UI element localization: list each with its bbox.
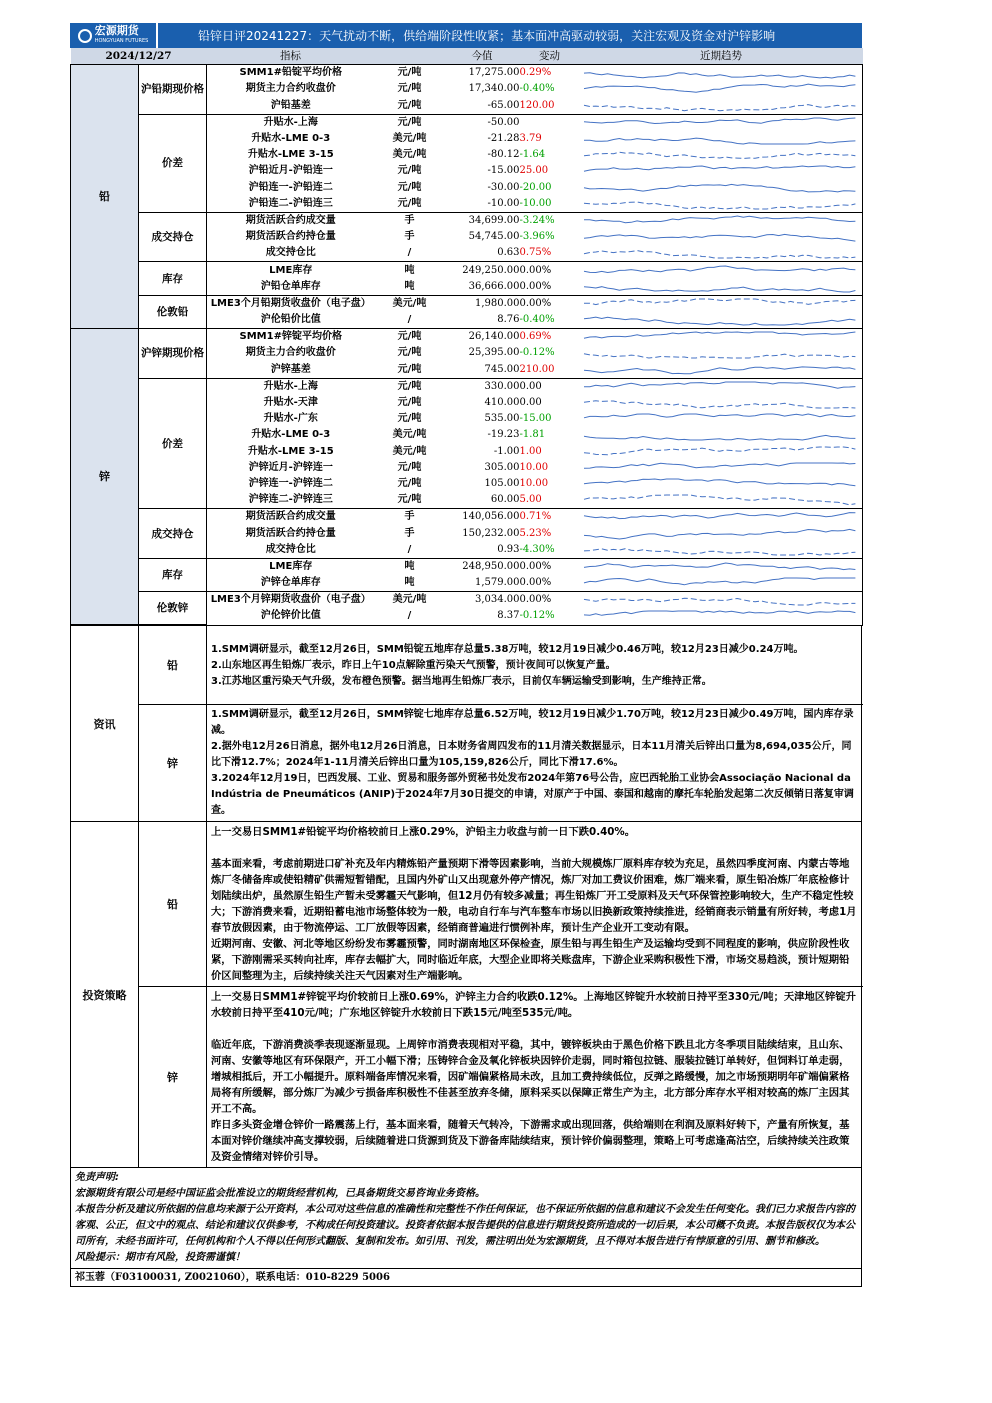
change-value: 0.69% [520, 329, 580, 346]
change-value: 1.00 [519, 445, 542, 457]
today-value: -65.00 [487, 99, 520, 111]
trend-sparkline [580, 264, 856, 278]
trend-cell [580, 345, 863, 361]
today-value: 3,034.00 [445, 592, 520, 609]
unit-cell: 美元/吨 [392, 429, 427, 441]
trend-sparkline [580, 560, 856, 574]
company-logo [70, 23, 156, 48]
trend-sparkline [580, 380, 856, 394]
indicator-name: 沪伦铅价比值 [260, 314, 321, 326]
change-value: -3.24% [520, 212, 580, 229]
indicator-name: 期货主力合约收盘价 [245, 83, 336, 95]
table-row [71, 509, 863, 526]
change-value: -3.96% [519, 231, 555, 243]
today-value: -19.23 [487, 429, 520, 441]
section-label: 成交持仓 [139, 212, 207, 262]
disclaimer-line: 本报告分析及建议所依据的信息均来源于公开资料，本公司对这些信息的准确性和完整性不作任何保证，也不保证所依据的信息和建议不会发生任何变化。我们已力求报告内容的客观、公正，但文中的观点、结论和建议仅供参考，不构成任何投资建议。投资者依据本报告提供的信息进行期货投资所造成的一切后果，本公司概不负责。本报告版权仅为本公司所有，未经书面许可，任何机构和个人不得以任何形式翻版、复制和发布。如引用、刊发，需注明出处为宏源期货，且不得对本报告进行有悖原意的引用、删节和修改。 [75, 1204, 855, 1248]
report-title: 铅锌日评20241227：天气扰动不断，供给端阶段性收紧；基本面冲高驱动较弱，关注宏观及资金对沪锌影响 [156, 23, 862, 48]
change-value: -0.40% [519, 83, 555, 95]
unit-cell: 吨 [404, 577, 415, 589]
trend-sparkline [580, 363, 856, 377]
unit-cell: / [407, 543, 412, 555]
group-label: 锌 [71, 329, 139, 625]
table-row [71, 114, 863, 131]
unit-cell: 元/吨 [397, 363, 422, 375]
change-value: 120.00 [519, 99, 555, 111]
disclaimer-line: 宏源期货有限公司是经中国证监会批准设立的期货经营机构，已具备期货交易咨询业务资格。 [75, 1188, 485, 1200]
report-page [70, 23, 862, 1287]
news-zinc-item: 1.SMM调研显示，截至12月26日，SMM锌锭七地库存总量6.52万吨，较12月19日减少1.70万吨，较12月23日减少0.49万吨，国内库存录减。 [211, 709, 854, 737]
trend-cell [580, 411, 863, 427]
change-value: 0.29% [520, 65, 580, 82]
unit-cell: 元/吨 [397, 165, 422, 177]
table-row [71, 295, 863, 312]
trend-cell [580, 279, 863, 296]
trend-cell [580, 114, 863, 131]
trend-cell [580, 98, 863, 115]
col-indicator-header: 指标 [207, 48, 375, 65]
today-value: -15.00 [487, 165, 520, 177]
change-value: 0.00% [520, 262, 580, 279]
section-label: 沪锌期现价格 [139, 329, 207, 379]
trend-sparkline [580, 609, 856, 623]
table-row [71, 262, 863, 279]
table-row [71, 592, 863, 609]
trend-sparkline [580, 396, 856, 410]
news-zinc-item: 2.据外电12月26日消息，据外电12月26日消息，日本财务省周四发布的11月清关数据显示，日本11月清关后锌出口量为8,694,035公斤，同比下滑12.7%；2024年1-11月清关后锌出口量为105,159,826公斤，同比下滑17.6%。 [211, 741, 852, 769]
disclaimer-line: 风险提示：期市有风险，投资需谨慎！ [75, 1252, 245, 1264]
trend-sparkline [580, 297, 856, 311]
trend-sparkline [580, 330, 856, 344]
trend-cell [580, 444, 863, 460]
trend-sparkline [580, 428, 856, 442]
report-header [70, 23, 862, 48]
news-section [70, 625, 862, 822]
trend-cell [580, 476, 863, 492]
section-label: 伦敦锌 [139, 592, 207, 625]
indicator-name: 期货主力合约收盘价 [245, 347, 336, 359]
trend-sparkline [580, 527, 856, 541]
trend-sparkline [580, 593, 856, 607]
trend-cell [580, 592, 863, 609]
strategy-zinc-text [207, 986, 863, 1167]
change-value: 0.00% [520, 295, 580, 312]
indicator-name: 沪锌连一-沪锌连二 [248, 477, 333, 489]
trend-cell [580, 163, 863, 179]
strategy-section [70, 822, 862, 1168]
indicator-name: SMM1#锌锭平均价格 [207, 329, 375, 346]
trend-sparkline [580, 510, 856, 524]
indicator-name: 沪铅近月-沪铅连一 [248, 165, 333, 177]
trend-cell [580, 362, 863, 379]
trend-sparkline [580, 412, 856, 426]
trend-sparkline [580, 132, 856, 146]
indicator-name: 沪铅基差 [270, 99, 311, 111]
news-zinc-text [207, 704, 863, 821]
unit-cell: 美元/吨 [375, 592, 445, 609]
indicator-name: 期货活跃合约持仓量 [245, 231, 336, 243]
trend-cell [580, 329, 863, 346]
trend-sparkline [580, 246, 856, 260]
unit-cell: 元/吨 [375, 65, 445, 82]
unit-cell: 手 [375, 212, 445, 229]
indicator-name: 沪铅连一-沪铅连二 [248, 181, 333, 193]
trend-sparkline [580, 576, 856, 590]
trend-cell [580, 525, 863, 541]
table-row [71, 378, 863, 395]
indicator-name: 沪伦锌价比值 [260, 610, 321, 622]
indicator-name: 成交持仓比 [265, 543, 316, 555]
table-row [71, 212, 863, 229]
table-header-row [71, 48, 863, 65]
table-row [71, 65, 863, 82]
unit-cell: 手 [404, 527, 415, 539]
today-value: 1,980.00 [445, 295, 520, 312]
today-value: 410.00 [484, 397, 520, 409]
unit-cell: / [407, 610, 412, 622]
today-value: 54,745.00 [468, 231, 520, 243]
change-value: 5.00 [519, 494, 542, 506]
today-value: -30.00 [487, 181, 520, 193]
today-value: 8.37 [497, 610, 520, 622]
unit-cell: / [407, 314, 412, 326]
today-value: 140,056.00 [445, 509, 520, 526]
indicator-name: 升贴水-广东 [263, 413, 318, 425]
trend-cell [580, 492, 863, 509]
today-value: -1.00 [493, 445, 520, 457]
today-value: -50.00 [445, 114, 520, 131]
strategy-label: 投资策略 [71, 822, 139, 1167]
change-value: 3.79 [519, 133, 542, 145]
unit-cell: 美元/吨 [392, 133, 427, 145]
today-value: 26,140.00 [445, 329, 520, 346]
change-value: -15.00 [519, 413, 552, 425]
indicator-name: LME库存 [207, 262, 375, 279]
change-value: 0.00% [519, 280, 552, 292]
news-lead-text [207, 625, 863, 704]
today-value: 17,340.00 [468, 83, 520, 95]
today-value: 8.76 [497, 314, 520, 326]
news-zinc-item: 3.2024年12月19日，巴西发展、工业、贸易和服务部外贸秘书处发布2024年第76号公告，应巴西轮胎工业协会Associação Nacional da Indústria de Pneumáticos (ANIP)于2024年7月30日提交的申请，对原产于中国、泰国和越南的摩托车轮胎发起第二次反倾销日落复审调查。 [211, 773, 854, 817]
today-value: 34,699.00 [445, 212, 520, 229]
today-value: 0.63 [497, 247, 520, 259]
today-value: 305.00 [484, 461, 520, 473]
indicator-name: 期货活跃合约持仓量 [245, 527, 336, 539]
unit-cell: 元/吨 [397, 494, 422, 506]
strategy-zinc-para: 上一交易日SMM1#锌锭平均价较前日上涨0.69%，沪锌主力合约收跌0.12%。上海地区锌锭升水较前日持平至330元/吨；天津地区锌锭升水较前日持平至410元/吨；广东地区锌锭升水较前日下跌15元/吨至535元/吨。 [211, 991, 856, 1020]
indicator-name: 成交持仓比 [265, 247, 316, 259]
trend-cell [580, 295, 863, 312]
change-value: 10.00 [519, 461, 549, 473]
indicator-name: 升贴水-LME 3-15 [247, 445, 334, 457]
trend-cell [580, 542, 863, 559]
change-value: -0.40% [519, 314, 555, 326]
table-row [71, 329, 863, 346]
trend-sparkline [580, 230, 856, 244]
disclaimer-title: 免责声明: [75, 1172, 119, 1184]
unit-cell: 手 [404, 231, 415, 243]
change-value: -1.81 [519, 429, 546, 441]
change-value: 0.75% [519, 247, 552, 259]
trend-cell [580, 65, 863, 82]
today-value: -80.12 [487, 149, 520, 161]
news-lead-label: 铅 [139, 625, 207, 704]
trend-sparkline [580, 493, 856, 507]
unit-cell: 元/吨 [397, 397, 422, 409]
today-value: 745.00 [484, 363, 520, 375]
unit-cell: 美元/吨 [392, 149, 427, 161]
trend-sparkline [580, 445, 856, 459]
trend-cell [580, 395, 863, 411]
trend-cell [580, 575, 863, 592]
trend-cell [580, 212, 863, 229]
group-label: 铅 [71, 65, 139, 329]
change-value: -0.12% [519, 610, 555, 622]
strategy-lead-para: 上一交易日SMM1#铅锭平均价格较前日上涨0.29%，沪铅主力收盘与前一日下跌0.40%。 [211, 826, 636, 839]
trend-cell [580, 427, 863, 443]
logo-en: HONGYUAN FUTURES [94, 37, 149, 44]
author-contact: 祁玉蓉（F03100031, Z0021060），联系电话：010-8229 5006 [70, 1269, 862, 1287]
trend-cell [580, 312, 863, 329]
unit-cell: 元/吨 [375, 114, 445, 131]
section-label: 价差 [139, 114, 207, 212]
change-value: 0.00 [519, 397, 542, 409]
change-value: -4.30% [519, 543, 555, 555]
trend-cell [580, 180, 863, 196]
indicator-name: 沪锌仓单库存 [260, 577, 321, 589]
indicator-name: 升贴水-天津 [263, 397, 318, 409]
indicator-name: 沪铅仓单库存 [260, 280, 321, 292]
indicator-name: LME3个月锌期货收盘价（电子盘） [207, 592, 375, 609]
news-lead-item: 2.山东地区再生铅炼厂表示，昨日上午10点解除重污染天气预警，预计夜间可以恢复产量。 [211, 660, 616, 672]
indicator-name: 沪锌近月-沪锌连一 [248, 461, 333, 473]
col-today-header: 今值 [445, 48, 520, 65]
indicator-name: 沪铅连二-沪铅连三 [248, 197, 333, 209]
trend-sparkline [580, 543, 856, 557]
trend-cell [580, 196, 863, 213]
trend-cell [580, 131, 863, 147]
news-label: 资讯 [71, 625, 139, 821]
unit-cell: 元/吨 [375, 329, 445, 346]
section-label: 库存 [139, 262, 207, 295]
today-value: -10.00 [487, 197, 520, 209]
change-value: 10.00 [519, 477, 549, 489]
indicator-name: 升贴水-LME 0-3 [251, 429, 331, 441]
trend-cell [580, 245, 863, 262]
today-value: 150,232.00 [462, 527, 520, 539]
strategy-lead-label: 铅 [139, 822, 207, 986]
trend-cell [580, 81, 863, 97]
unit-cell: 元/吨 [397, 461, 422, 473]
change-value: 0.00% [520, 558, 580, 575]
trend-sparkline [580, 181, 856, 195]
trend-cell [580, 460, 863, 476]
trend-sparkline [580, 197, 856, 211]
unit-cell: 元/吨 [397, 83, 422, 95]
change-value: 0.71% [520, 509, 580, 526]
indicator-name: 升贴水-LME 3-15 [247, 149, 334, 161]
unit-cell: 手 [375, 509, 445, 526]
unit-cell: 元/吨 [397, 347, 422, 359]
logo-mark-icon [78, 29, 92, 43]
change-value: -0.12% [519, 347, 555, 359]
section-label: 价差 [139, 378, 207, 509]
trend-sparkline [580, 66, 856, 80]
today-value: 249,250.00 [445, 262, 520, 279]
indicator-name: 升贴水-LME 0-3 [251, 133, 331, 145]
change-value: -1.64 [519, 149, 546, 161]
today-value: -21.28 [487, 133, 520, 145]
strategy-zinc-para: 昨日多头资金增仓锌价一路震荡上行，基本面来看，随着天气转冷，下游需求或出现回落，供给端则在利润及原料好转下，产量有所恢复，基本面对锌价继续冲高支撑较弱，后续随着进口货源到货及下游备库陆续结束，预计锌价偏弱整理，策略上可考虑逢高沽空，后续持续关注政策及资金情绪对锌价引导。 [211, 1119, 850, 1164]
unit-cell: 元/吨 [375, 378, 445, 395]
trend-sparkline [580, 461, 856, 475]
indicator-name: LME3个月铅期货收盘价（电子盘） [207, 295, 375, 312]
section-label: 成交持仓 [139, 509, 207, 559]
unit-cell: 吨 [375, 558, 445, 575]
indicator-name: 升贴水-上海 [207, 114, 375, 131]
trend-sparkline [580, 116, 856, 130]
change-value: 0.00 [520, 378, 580, 395]
indicator-name: LME库存 [207, 558, 375, 575]
trend-sparkline [580, 346, 856, 360]
trend-cell [580, 262, 863, 279]
trend-cell [580, 378, 863, 395]
unit-cell: / [407, 247, 412, 259]
trend-sparkline [580, 99, 856, 113]
today-value: 248,950.00 [445, 558, 520, 575]
disclaimer [70, 1168, 862, 1269]
strategy-lead-para: 近期河南、安徽、河北等地区纷纷发布雾霾预警，同时湖南地区环保检查，原生铅与再生铅生产及运输均受到不同程度的影响，供应阶段性收紧，下游刚需采买转向社库，库存去幅扩大，同时临近年底，大型企业即将关账盘库，下游企业采购积极性下滑，市场交易趋淡，预计短期铅价区间整理为主，后续持续关注天气因素对生产端影响。 [211, 938, 850, 983]
trend-sparkline [580, 214, 856, 228]
change-value: -10.00 [519, 197, 552, 209]
today-value: 105.00 [484, 477, 520, 489]
news-lead-item: 3.江苏地区重污染天气升级，发布橙色预警。据当地再生铅炼厂表示，目前仅车辆运输受到影响，生产维持正常。 [211, 676, 712, 688]
change-value: 0.00% [520, 592, 580, 609]
strategy-zinc-label: 锌 [139, 986, 207, 1167]
section-label: 沪铅期现价格 [139, 65, 207, 115]
unit-cell: 吨 [375, 262, 445, 279]
unit-cell: 元/吨 [397, 181, 422, 193]
news-zinc-label: 锌 [139, 704, 207, 821]
news-lead-item: 1.SMM调研显示，截至12月26日，SMM铅锭五地库存总量5.38万吨，较12月19日减少0.46万吨，较12月23日减少0.24万吨。 [211, 644, 804, 656]
today-value: 1,579.00 [474, 577, 520, 589]
today-value: 0.93 [497, 543, 520, 555]
trend-sparkline [580, 280, 856, 294]
indicator-name: 升贴水-上海 [207, 378, 375, 395]
trend-sparkline [580, 164, 856, 178]
trend-cell [580, 608, 863, 624]
today-value: 60.00 [490, 494, 520, 506]
change-value: 0.00% [519, 577, 552, 589]
change-value: -20.00 [519, 181, 552, 193]
strategy-lead-text [207, 822, 863, 986]
unit-cell: 元/吨 [397, 413, 422, 425]
unit-cell: 吨 [404, 280, 415, 292]
trend-sparkline [580, 148, 856, 162]
trend-cell [580, 229, 863, 245]
col-trend-header: 近期趋势 [580, 48, 863, 65]
indicator-name: 期货活跃合约成交量 [207, 509, 375, 526]
indicator-name: 沪锌连二-沪锌连三 [248, 494, 333, 506]
unit-cell: 美元/吨 [392, 445, 427, 457]
change-value [520, 114, 580, 131]
trend-sparkline [580, 82, 856, 96]
data-table [70, 48, 863, 625]
change-value: 210.00 [519, 363, 555, 375]
trend-sparkline [580, 313, 856, 327]
unit-cell: 元/吨 [397, 197, 422, 209]
unit-cell: 元/吨 [397, 99, 422, 111]
today-value: 17,275.00 [445, 65, 520, 82]
indicator-name: 沪锌基差 [270, 363, 311, 375]
section-label: 库存 [139, 558, 207, 591]
section-label: 伦敦铅 [139, 295, 207, 328]
strategy-zinc-para: 临近年底，下游消费淡季表现逐渐显现。上周锌市消费表现相对平稳，其中，镀锌板块由于黑色价格下跌且北方冬季项目陆续结束，且山东、河南、安徽等地区有环保限产，开工小幅下滑；压铸锌合金及氧化锌板块因锌价走弱，同时箱包拉链、服装拉链订单转好，但饲料订单走弱，增城相抵后，开工小幅提升。原料端备库情况来看，因矿端偏紧格局未改，且加工费持续低位，反弹之路缓慢，加之市场预期明年矿端偏紧格局将有所缓解，部分炼厂为减少亏损备库积极性不佳甚至放弃冬储，原料采买以保障正常生产为主，北方部分库存水平相对较高的炼厂主因其开工不高。 [211, 1039, 850, 1116]
today-value: 330.00 [445, 378, 520, 395]
table-row [71, 558, 863, 575]
trend-cell [580, 509, 863, 526]
strategy-lead-para: 基本面来看，考虑前期进口矿补充及年内精炼铅产量预期下滑等因素影响，当前大规模炼厂原料库存较为充足，虽然四季度河南、内蒙古等地炼厂冬储备库或使铅精矿供需短暂错配，且国内外矿山又出现意外停产情况，炼厂对加工费议价困难，炼厂端来看，原生铅冶炼厂年底检修计划陆续出炉，虽然原生铅生产暂未受雾霾天气影响，但12月仍有较多减量；再生铅炼厂开工受原料及天气环保管控影响较大，生产不稳定性较大；下游消费来看，近期铅蓄电池市场整体较为一般，电动自行车与汽车整车市场以旧换新政策持续推进，经销商表示销量有所好转，考虑1月春节放假因素，由于物流停运、工厂放假等因素，经销商普遍进行惯例补库，预计生产企业开工变动有限。 [211, 858, 857, 935]
indicator-name: 期货活跃合约成交量 [207, 212, 375, 229]
col-change-header: 变动 [520, 48, 580, 65]
trend-cell [580, 558, 863, 575]
trend-cell [580, 147, 863, 163]
today-value: 36,666.00 [468, 280, 520, 292]
unit-cell: 元/吨 [397, 477, 422, 489]
change-value: 5.23% [519, 527, 552, 539]
report-date: 2024/12/27 [71, 48, 207, 65]
today-value: 535.00 [484, 413, 520, 425]
today-value: 25,395.00 [468, 347, 520, 359]
trend-sparkline [580, 477, 856, 491]
indicator-name: SMM1#铅锭平均价格 [207, 65, 375, 82]
unit-cell: 美元/吨 [375, 295, 445, 312]
logo-cn: 宏源期货 [94, 23, 139, 37]
change-value: 25.00 [519, 165, 549, 177]
